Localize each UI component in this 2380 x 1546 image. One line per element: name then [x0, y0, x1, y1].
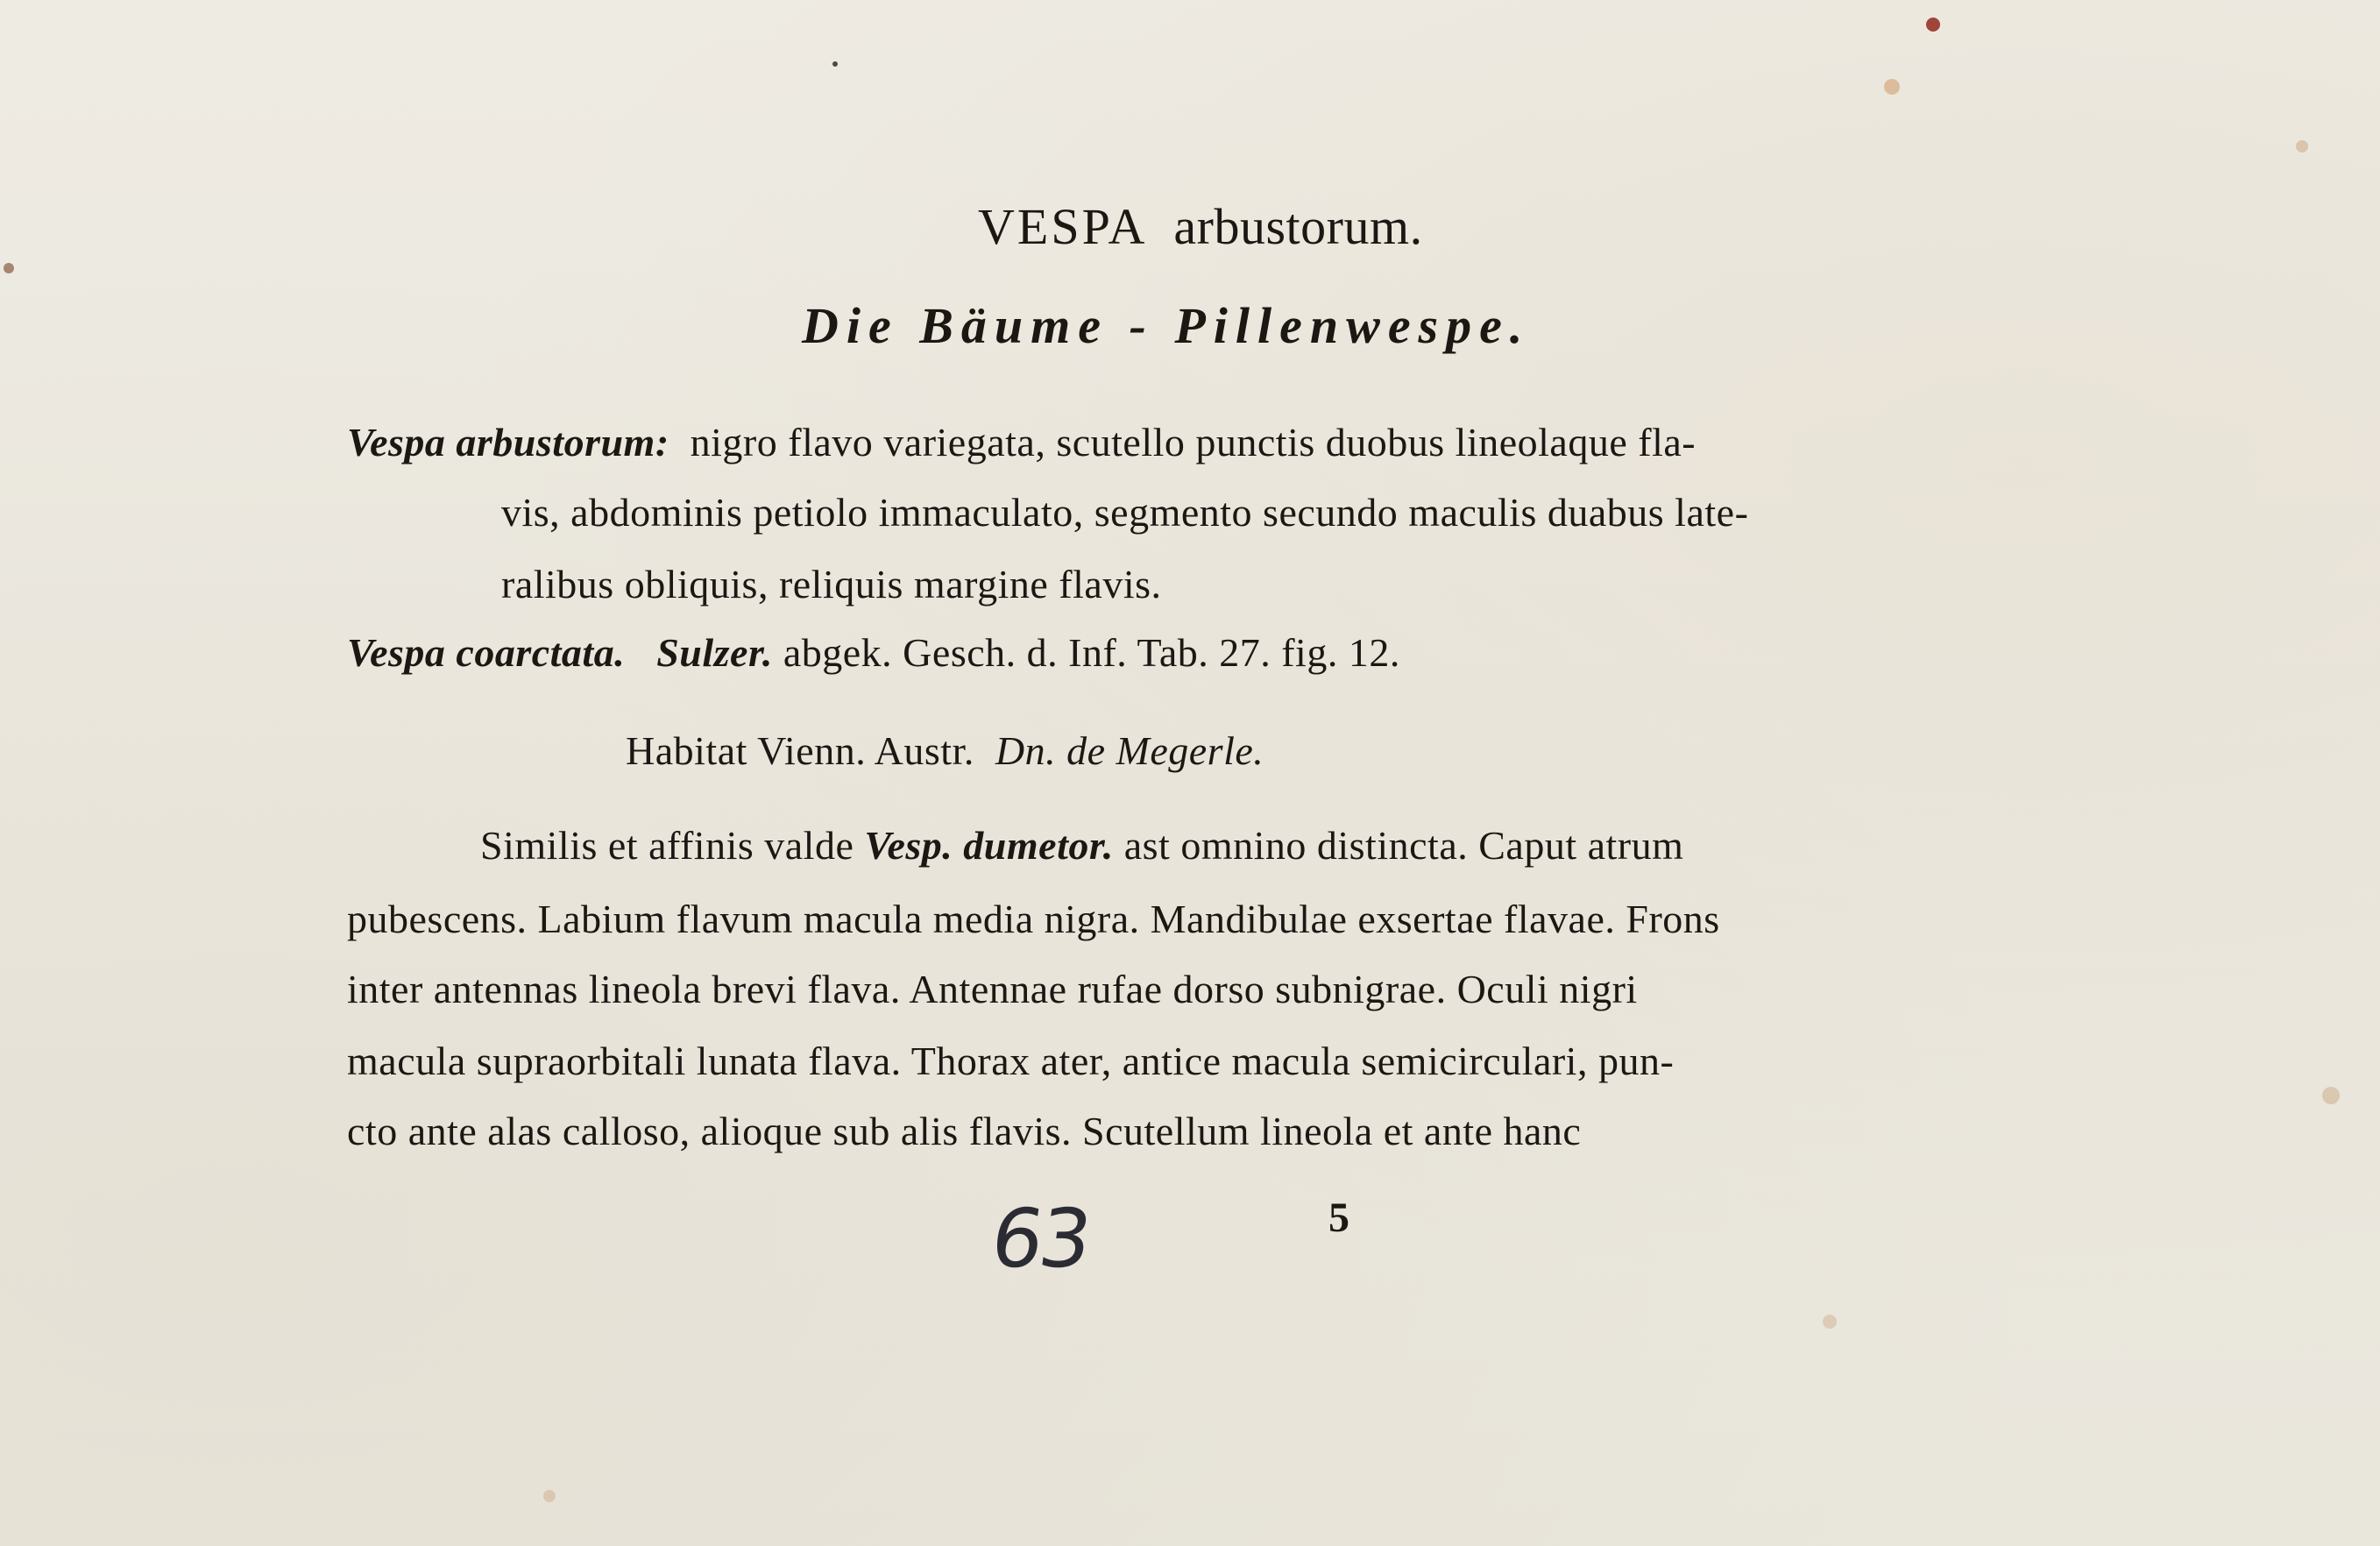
species-title	[978, 197, 1423, 256]
synonym-reference: abgek. Gesch. d. Inf. Tab. 27. fig. 12.	[783, 630, 1400, 675]
description-line-2: pubescens. Labium flavum macula media nigra. Mandibulae exsertae flavae. Frons	[347, 897, 1720, 941]
diagnosis-text-1: nigro flavo variegata, scutello punctis duobus lineolaque fla-	[690, 420, 1696, 465]
german-common-name: Die Bäume - Pillenwespe.	[802, 297, 1531, 354]
paper-speck	[2296, 140, 2308, 152]
description-reference: Vesp. dumetor.	[864, 823, 1114, 868]
paper-speck	[543, 1490, 556, 1502]
synonym-name: Vespa coarctata.	[347, 630, 626, 675]
paper-speck	[1884, 79, 1900, 95]
description-line-4: macula supraorbitali lunata flava. Thorax ater, antice macula semicirculari, pun-	[347, 1039, 1675, 1083]
diagnosis-line-1	[347, 419, 1696, 465]
paper-speck	[4, 263, 14, 273]
synonym-author: Sulzer.	[656, 630, 773, 675]
paper-speck	[2322, 1087, 2340, 1104]
paper-speck	[1926, 18, 1940, 32]
habitat-text: Habitat Vienn. Austr.	[626, 728, 974, 773]
diagnosis-species-name: Vespa arbustorum:	[347, 420, 669, 465]
habitat-line	[626, 727, 1264, 774]
synonym-line	[347, 629, 1400, 676]
diagnosis-line-3: ralibus obliquis, reliquis margine flavis.	[501, 562, 1162, 606]
page-number: 5	[1328, 1195, 1349, 1241]
handwritten-page-annotation: 63	[985, 1192, 1094, 1286]
description-text-1c: ast omnino distincta. Caput atrum	[1123, 823, 1684, 868]
description-line-3: inter antennas lineola brevi flava. Antennae rufae dorso subnigrae. Oculi nigri	[347, 967, 1638, 1011]
species-name: arbustorum.	[1173, 198, 1423, 255]
diagnosis-line-2: vis, abdominis petiolo immaculato, segmento secundo maculis duabus late-	[501, 490, 1749, 535]
description-line-1	[480, 822, 1683, 869]
description-text-1a: Similis et affinis valde	[480, 823, 854, 868]
paper-speck	[1823, 1315, 1837, 1329]
paper-speck	[832, 61, 838, 67]
habitat-collector: Dn. de Megerle.	[995, 728, 1264, 773]
genus-name: VESPA	[978, 198, 1148, 255]
description-line-5: cto ante alas calloso, alioque sub alis flavis. Scutellum lineola et ante hanc	[347, 1109, 1582, 1153]
